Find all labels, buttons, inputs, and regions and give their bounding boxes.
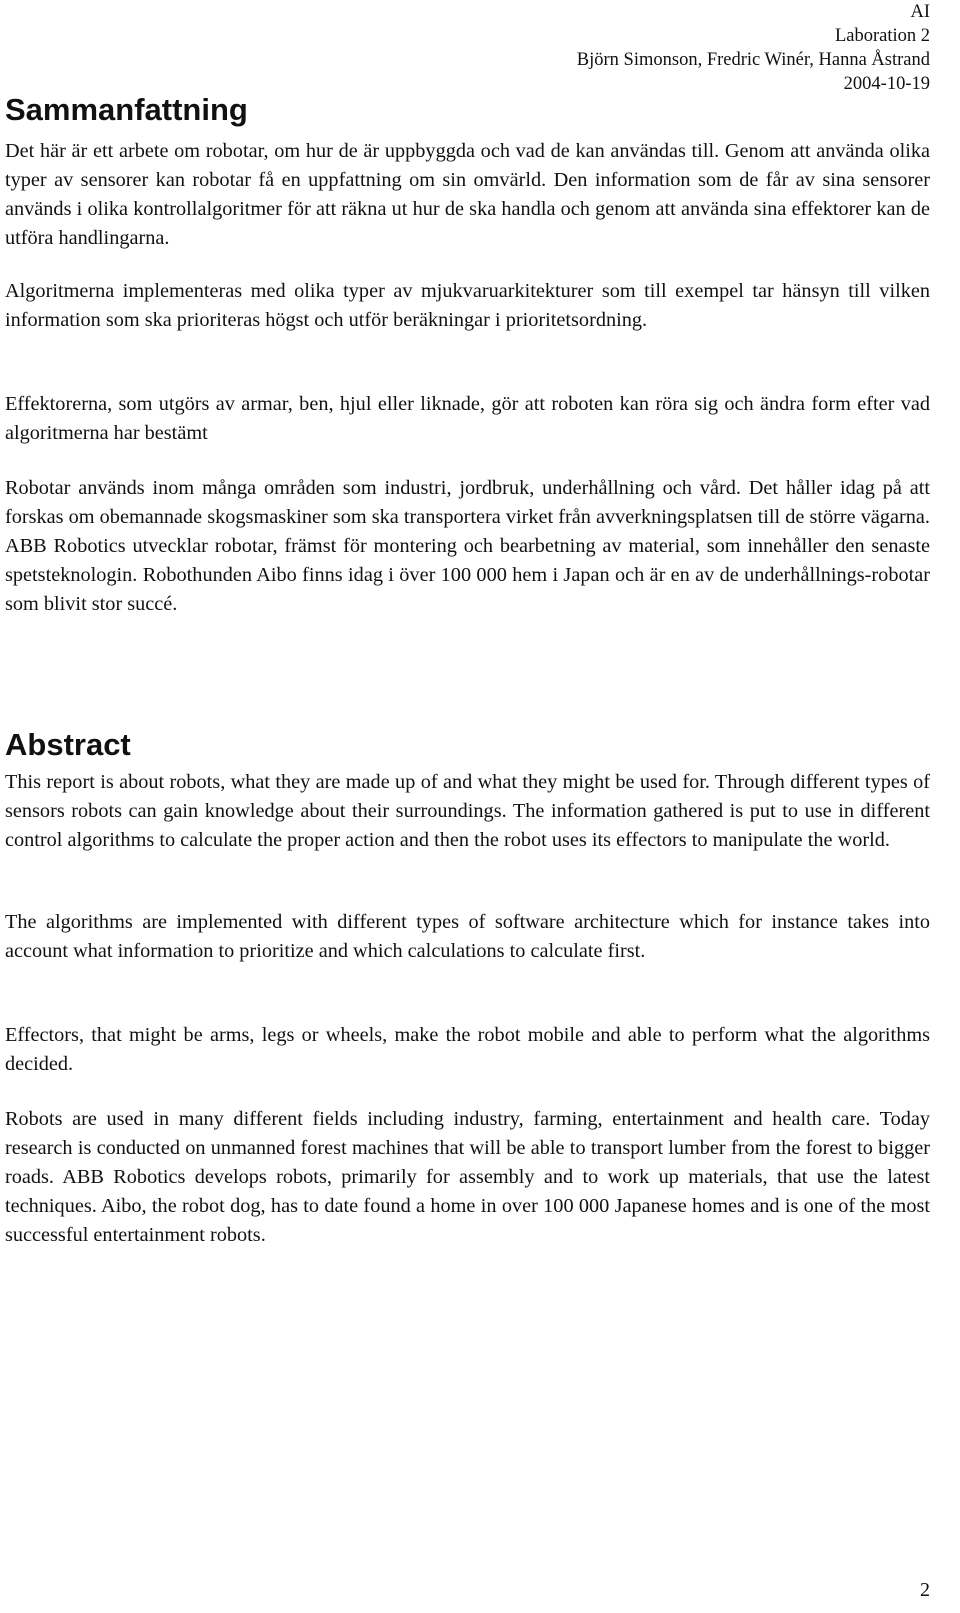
abstract-paragraph-3: Effectors, that might be arms, legs or wheels, make the robot mobile and able to perform what the algorithms decided. [5, 1024, 930, 1075]
header-course: AI [910, 2, 930, 22]
header-authors: Björn Simonson, Fredric Winér, Hanna Åstrand [576, 50, 930, 70]
sammanfattning-paragraph-2: Algoritmerna implementeras med olika typer av mjukvaruarkitekturer som till exempel tar hänsyn till vilken information som ska prioriteras högst och utför beräkningar i prioritetsordning. [5, 280, 930, 331]
abstract-heading: Abstract [5, 727, 131, 762]
page-header [577, 0, 930, 96]
abstract-paragraph-2: The algorithms are implemented with different types of software architecture which for instance takes into account what information to prioritize and which calculations to calculate first. [5, 911, 930, 962]
header-date: 2004-10-19 [843, 74, 930, 94]
abstract-paragraph-4: Robots are used in many different fields including industry, farming, entertainment and health care. Today research is conducted on unmanned forest machines that will be able to transport lumber from the forest to bigger roads. ABB Robotics develops robots, primarily for assembly and to work up materials, that use the latest techniques. Aibo, the robot dog, has to date found a home in over 100 000 Japanese homes and is one of the most successful entertainment robots. [5, 1108, 930, 1246]
sammanfattning-heading: Sammanfattning [5, 92, 248, 127]
page-number: 2 [920, 1579, 930, 1601]
abstract-paragraph-1: This report is about robots, what they are made up of and what they might be used for. Through different types of sensors robots can gain knowledge about their surroundings. The information gathered is put to use in different control algorithms to calculate the proper action and then the robot uses its effectors to manipulate the world. [5, 771, 930, 851]
sammanfattning-paragraph-1: Det här är ett arbete om robotar, om hur de är uppbyggda och vad de kan användas till. Genom att använda olika typer av sensorer kan robotar få en uppfattning om sin omvärld. Den information som de får av sina sensorer används i olika kontrollalgoritmer för att räkna ut hur de ska handla och genom att använda sina effektorer kan de utföra handlingarna. [5, 140, 930, 249]
sammanfattning-paragraph-3: Effektorerna, som utgörs av armar, ben, hjul eller liknade, gör att roboten kan röra sig och ändra form efter vad algoritmerna har bestämt [5, 393, 930, 444]
header-lab: Laboration 2 [834, 26, 930, 46]
sammanfattning-paragraph-4: Robotar används inom många områden som industri, jordbruk, underhållning och vård. Det håller idag på att forskas om obemannade skogsmaskiner som ska transportera virket från avverkningsplatsen till de större vägarna. ABB Robotics utvecklar robotar, främst för montering och bearbetning av material, som innehåller den senaste spetsteknologin. Robothunden Aibo finns idag i över 100 000 hem i Japan och är en av de underhållnings-robotar som blivit stor succé. [5, 477, 930, 615]
